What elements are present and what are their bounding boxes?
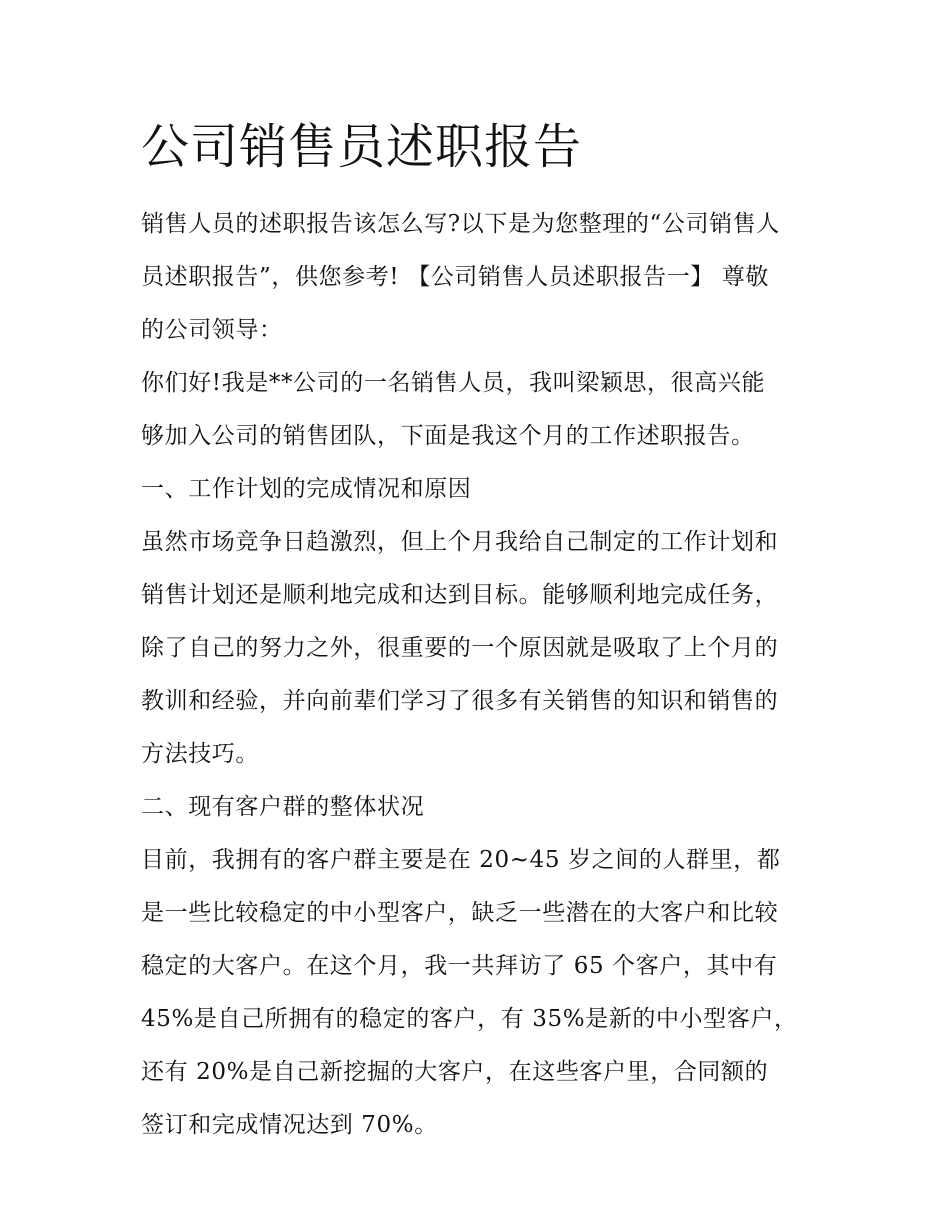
text-line: 员述职报告”，供您参考! 【公司销售人员述职报告一】 尊敬 <box>141 264 770 290</box>
text-line: 教训和经验，并向前辈们学习了很多有关销售的知识和销售的 <box>141 688 779 714</box>
document-body <box>141 198 821 1152</box>
text-line: 稳定的大客户。在这个月，我一共拜访了 65 个客户，其中有 <box>141 953 778 979</box>
text-line: 虽然市场竞争日趋激烈，但上个月我给自己制定的工作计划和 <box>141 529 779 555</box>
text-line: 45%是自己所拥有的稳定的客户，有 35%是新的中小型客户， <box>141 1006 798 1032</box>
section-heading: 一、工作计划的完成情况和原因 <box>141 476 472 502</box>
text-line: 目前，我拥有的客户群主要是在 20~45 岁之间的人群里，都 <box>141 847 781 873</box>
text-line: 销售人员的述职报告该怎么写?以下是为您整理的“公司销售人 <box>141 211 780 237</box>
text-line: 的公司领导： <box>141 317 283 343</box>
text-line: 是一些比较稳定的中小型客户，缺乏一些潜在的大客户和比较 <box>141 900 779 926</box>
text-line: 还有 20%是自己新挖掘的大客户，在这些客户里，合同额的 <box>141 1059 769 1085</box>
text-line: 你们好!我是**公司的一名销售人员，我叫梁颖思，很高兴能 <box>141 370 766 396</box>
text-line: 够加入公司的销售团队，下面是我这个月的工作述职报告。 <box>141 423 755 449</box>
section-heading: 二、现有客户群的整体状况 <box>141 794 425 820</box>
text-line: 销售计划还是顺利地完成和达到目标。能够顺利地完成任务， <box>141 582 779 608</box>
text-line: 签订和完成情况达到 70%。 <box>141 1112 438 1138</box>
text-line: 除了自己的努力之外，很重要的一个原因就是吸取了上个月的 <box>141 635 779 661</box>
document-title: 公司销售员述职报告 <box>141 119 583 175</box>
text-line: 方法技巧。 <box>141 741 259 767</box>
